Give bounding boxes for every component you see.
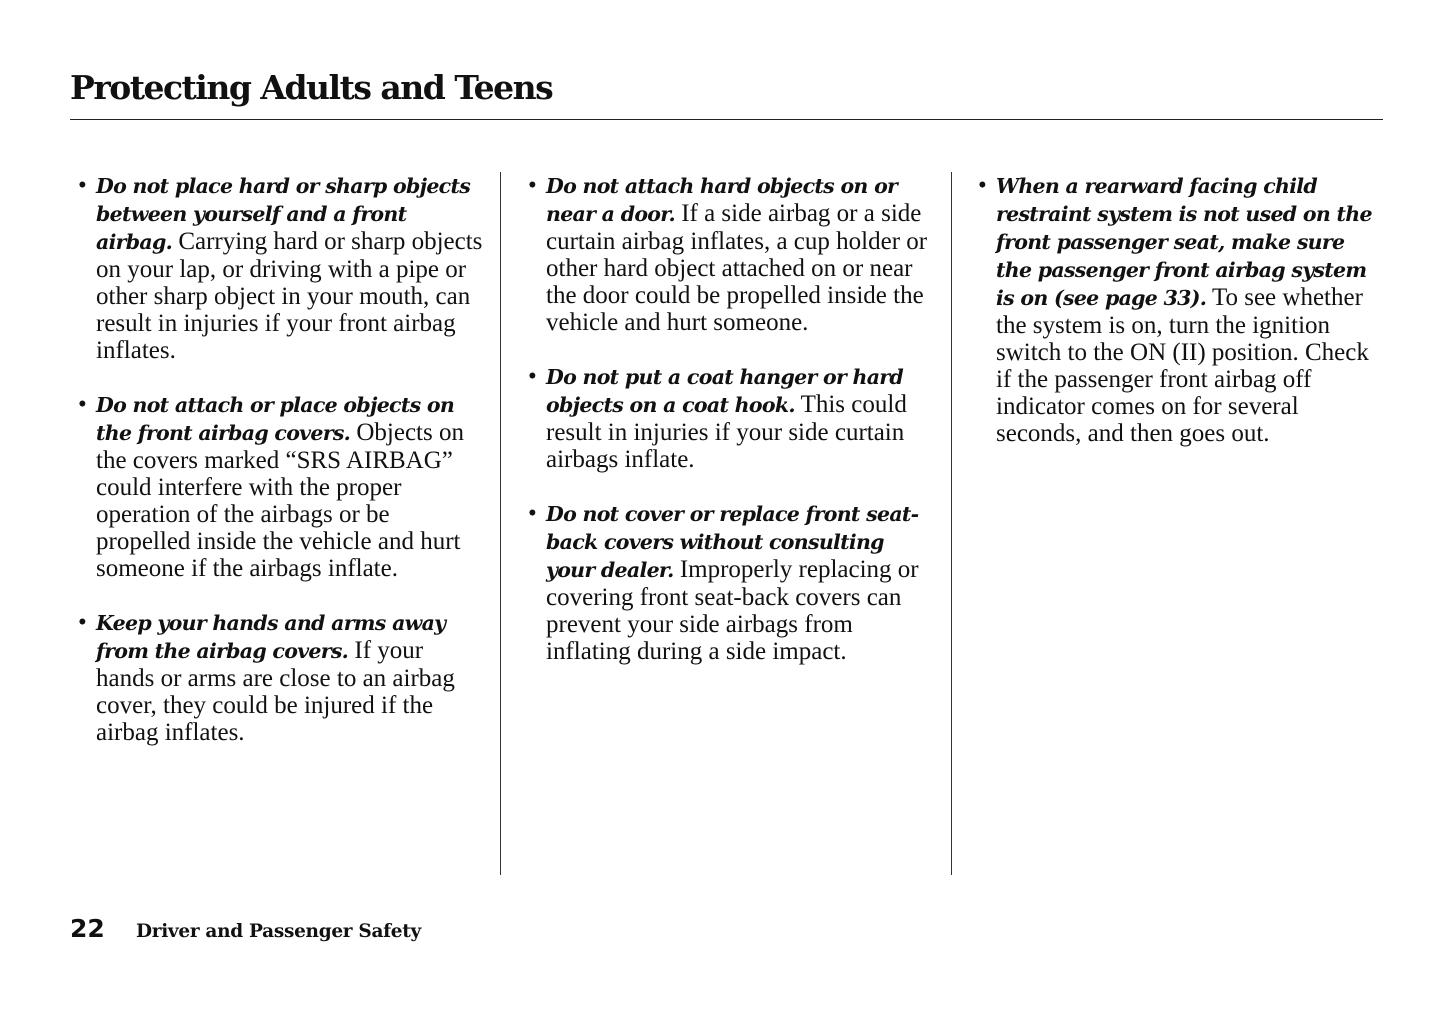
bullet-dot: • xyxy=(528,172,537,199)
bullet-item xyxy=(528,500,933,665)
bullet-item xyxy=(528,363,933,473)
bullet-lead: When a rearward facing child restraint system is not used on the front passenger seat, make sure the passenger front airbag system is on (see page 33). xyxy=(996,174,1372,310)
bullet-dot: • xyxy=(78,391,87,418)
bullet-dot: • xyxy=(78,609,87,636)
column-2 xyxy=(528,172,933,692)
bullet-item xyxy=(528,172,933,336)
bullet-lead: Keep your hands and arms away from the airbag covers. xyxy=(96,611,446,663)
bullet-lead: Do not attach or place objects on the front airbag covers. xyxy=(96,393,455,445)
bullet-dot: • xyxy=(978,172,987,199)
bullet-item xyxy=(978,172,1383,447)
bullet-dot: • xyxy=(78,172,87,199)
bullet-body: To see whether the system is on, turn the ignition switch to the ON (II) position. Check if the passenger front airbag off indicator comes on for several seconds, and then goes out. xyxy=(996,284,1369,447)
column-3 xyxy=(978,172,1383,474)
title-rule xyxy=(70,119,1383,120)
bullet-item xyxy=(78,172,483,364)
bullet-dot: • xyxy=(528,363,537,390)
bullet-body: Improperly replacing or covering front seat-back covers can prevent your side airbags from inflating during a side impact. xyxy=(546,556,919,665)
column-divider xyxy=(951,172,952,875)
bullet-body: Carrying hard or sharp objects on your lap, or driving with a pipe or other sharp object in your mouth, can result in injuries if your front airbag inflates. xyxy=(96,228,483,364)
bullet-lead: Do not place hard or sharp objects between yourself and a front airbag. xyxy=(96,174,471,254)
bullet-body: Objects on the covers marked “SRS AIRBAG” could interfere with the proper operation of the airbags or be propelled inside the vehicle and hurt someone if the airbags inflate. xyxy=(96,419,464,582)
bullet-lead: Do not attach hard objects on or near a door. xyxy=(546,174,898,226)
bullet-lead: Do not cover or replace front seat-back covers without consulting your dealer. xyxy=(546,502,919,582)
bullet-item xyxy=(78,609,483,746)
bullet-body: If your hands or arms are close to an airbag cover, they could be injured if the airbag inflates. xyxy=(96,637,455,746)
column-1 xyxy=(78,172,483,773)
footer-section-title: Driver and Passenger Safety xyxy=(136,921,421,942)
bullet-body: This could result in injuries if your side curtain airbags inflate. xyxy=(546,391,907,473)
bullet-body: If a side airbag or a side curtain airbag inflates, a cup holder or other hard object attached on or near the door could be propelled inside the vehicle and hurt someone. xyxy=(546,200,928,336)
bullet-item xyxy=(78,391,483,582)
page-title: Protecting Adults and Teens xyxy=(70,68,553,107)
bullet-dot: • xyxy=(528,500,537,527)
bullet-lead: Do not put a coat hanger or hard objects on a coat hook. xyxy=(546,365,904,417)
column-divider xyxy=(500,172,501,875)
page-number: 22 xyxy=(70,914,105,943)
